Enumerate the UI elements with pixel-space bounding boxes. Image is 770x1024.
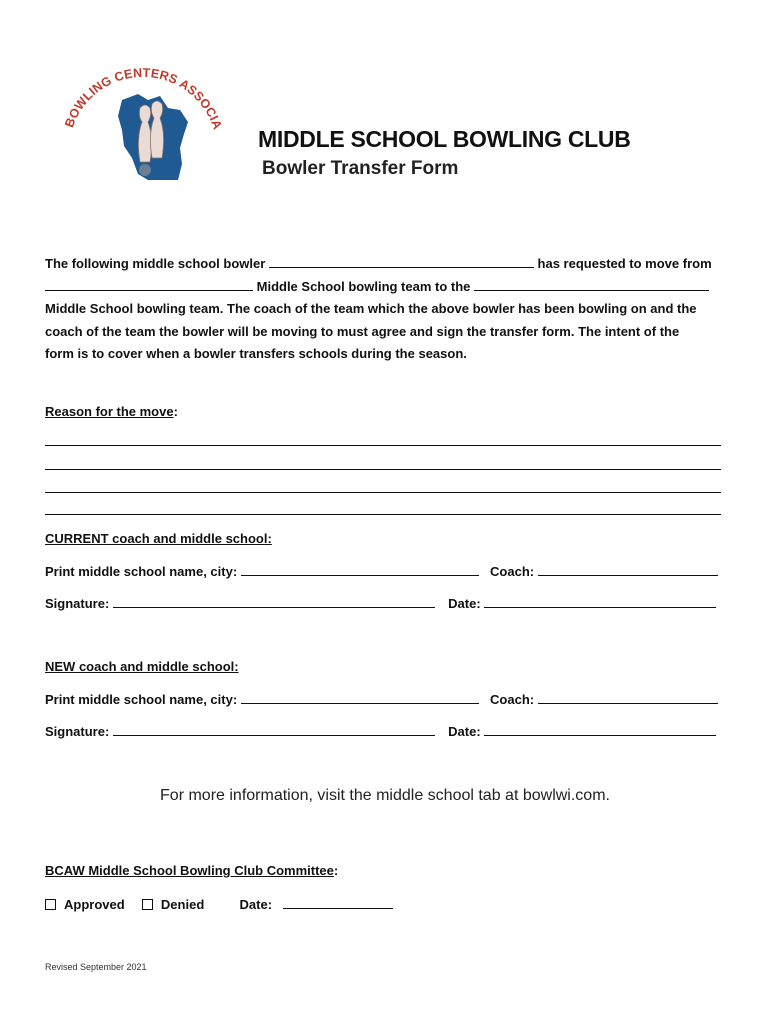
form-title: MIDDLE SCHOOL BOWLING CLUB: [258, 126, 631, 152]
bowler-name-field[interactable]: [269, 254, 534, 268]
new-school-field[interactable]: [241, 691, 479, 704]
denied-label: Denied: [160, 897, 205, 912]
intro-text-4: coach of the team the bowler will be moving to must agree and sign the transfer form. The intent of the: [45, 323, 680, 339]
reason-line-4[interactable]: [45, 514, 721, 515]
to-school-field[interactable]: [474, 277, 709, 291]
reason-label: Reason for the move:: [45, 404, 178, 419]
from-school-field[interactable]: [45, 277, 253, 291]
logo-arc-text: BOWLING CENTERS ASSOCI: [62, 65, 221, 130]
info-text: For more information, visit the middle school tab at bowlwi.com.: [160, 787, 610, 804]
bowling-pins-icon: [138, 101, 163, 162]
approved-label: Approved: [64, 897, 125, 912]
intro-text-2a: Middle School bowling team to the: [256, 278, 471, 294]
new-coach-field[interactable]: [538, 691, 718, 704]
current-date-label: Date:: [448, 596, 481, 611]
form-subtitle: Bowler Transfer Form: [262, 158, 459, 179]
committee-heading: BCAW Middle School Bowling Club Committee:: [45, 863, 339, 878]
committee-date-field[interactable]: [283, 896, 393, 909]
new-date-field[interactable]: [484, 723, 716, 736]
current-date-field[interactable]: [484, 595, 716, 608]
intro-text-3: Middle School bowling team. The coach of the team which the above bowler has been bowling on and the: [45, 301, 697, 316]
current-signature-field[interactable]: [113, 595, 435, 608]
current-school-label: Print middle school name, city:: [45, 564, 238, 579]
new-heading: NEW coach and middle school:: [45, 659, 239, 674]
committee-decision-row: [45, 896, 393, 912]
revised-note: Revised September 2021: [45, 962, 147, 972]
reason-line-3[interactable]: [45, 492, 721, 493]
bcaw-logo: [52, 38, 222, 188]
intro-text-1a: The following middle school bowler: [45, 256, 266, 271]
new-school-label: Print middle school name, city:: [45, 692, 238, 707]
current-school-field[interactable]: [241, 563, 479, 576]
current-coach-label: Coach:: [490, 564, 535, 579]
reason-line-1[interactable]: [45, 445, 721, 446]
new-date-label: Date:: [448, 724, 481, 739]
new-coach-label: Coach:: [490, 692, 535, 707]
reason-line-2[interactable]: [45, 469, 721, 470]
new-school-row: [45, 691, 718, 707]
current-coach-field[interactable]: [538, 563, 718, 576]
committee-date-label: Date:: [239, 897, 273, 912]
intro-text-1b: has requested to move from: [537, 256, 712, 271]
new-signature-field[interactable]: [113, 723, 435, 736]
current-heading: CURRENT coach and middle school:: [45, 531, 272, 546]
new-signature-row: [45, 723, 716, 739]
new-signature-label: Signature:: [45, 724, 110, 739]
current-school-row: [45, 563, 718, 579]
intro-paragraph: [45, 253, 725, 366]
intro-text-5: form is to cover when a bowler transfers schools during the season.: [45, 346, 467, 361]
current-signature-label: Signature:: [45, 596, 110, 611]
current-signature-row: [45, 595, 716, 611]
approved-checkbox[interactable]: [45, 899, 56, 910]
denied-checkbox[interactable]: [142, 899, 153, 910]
